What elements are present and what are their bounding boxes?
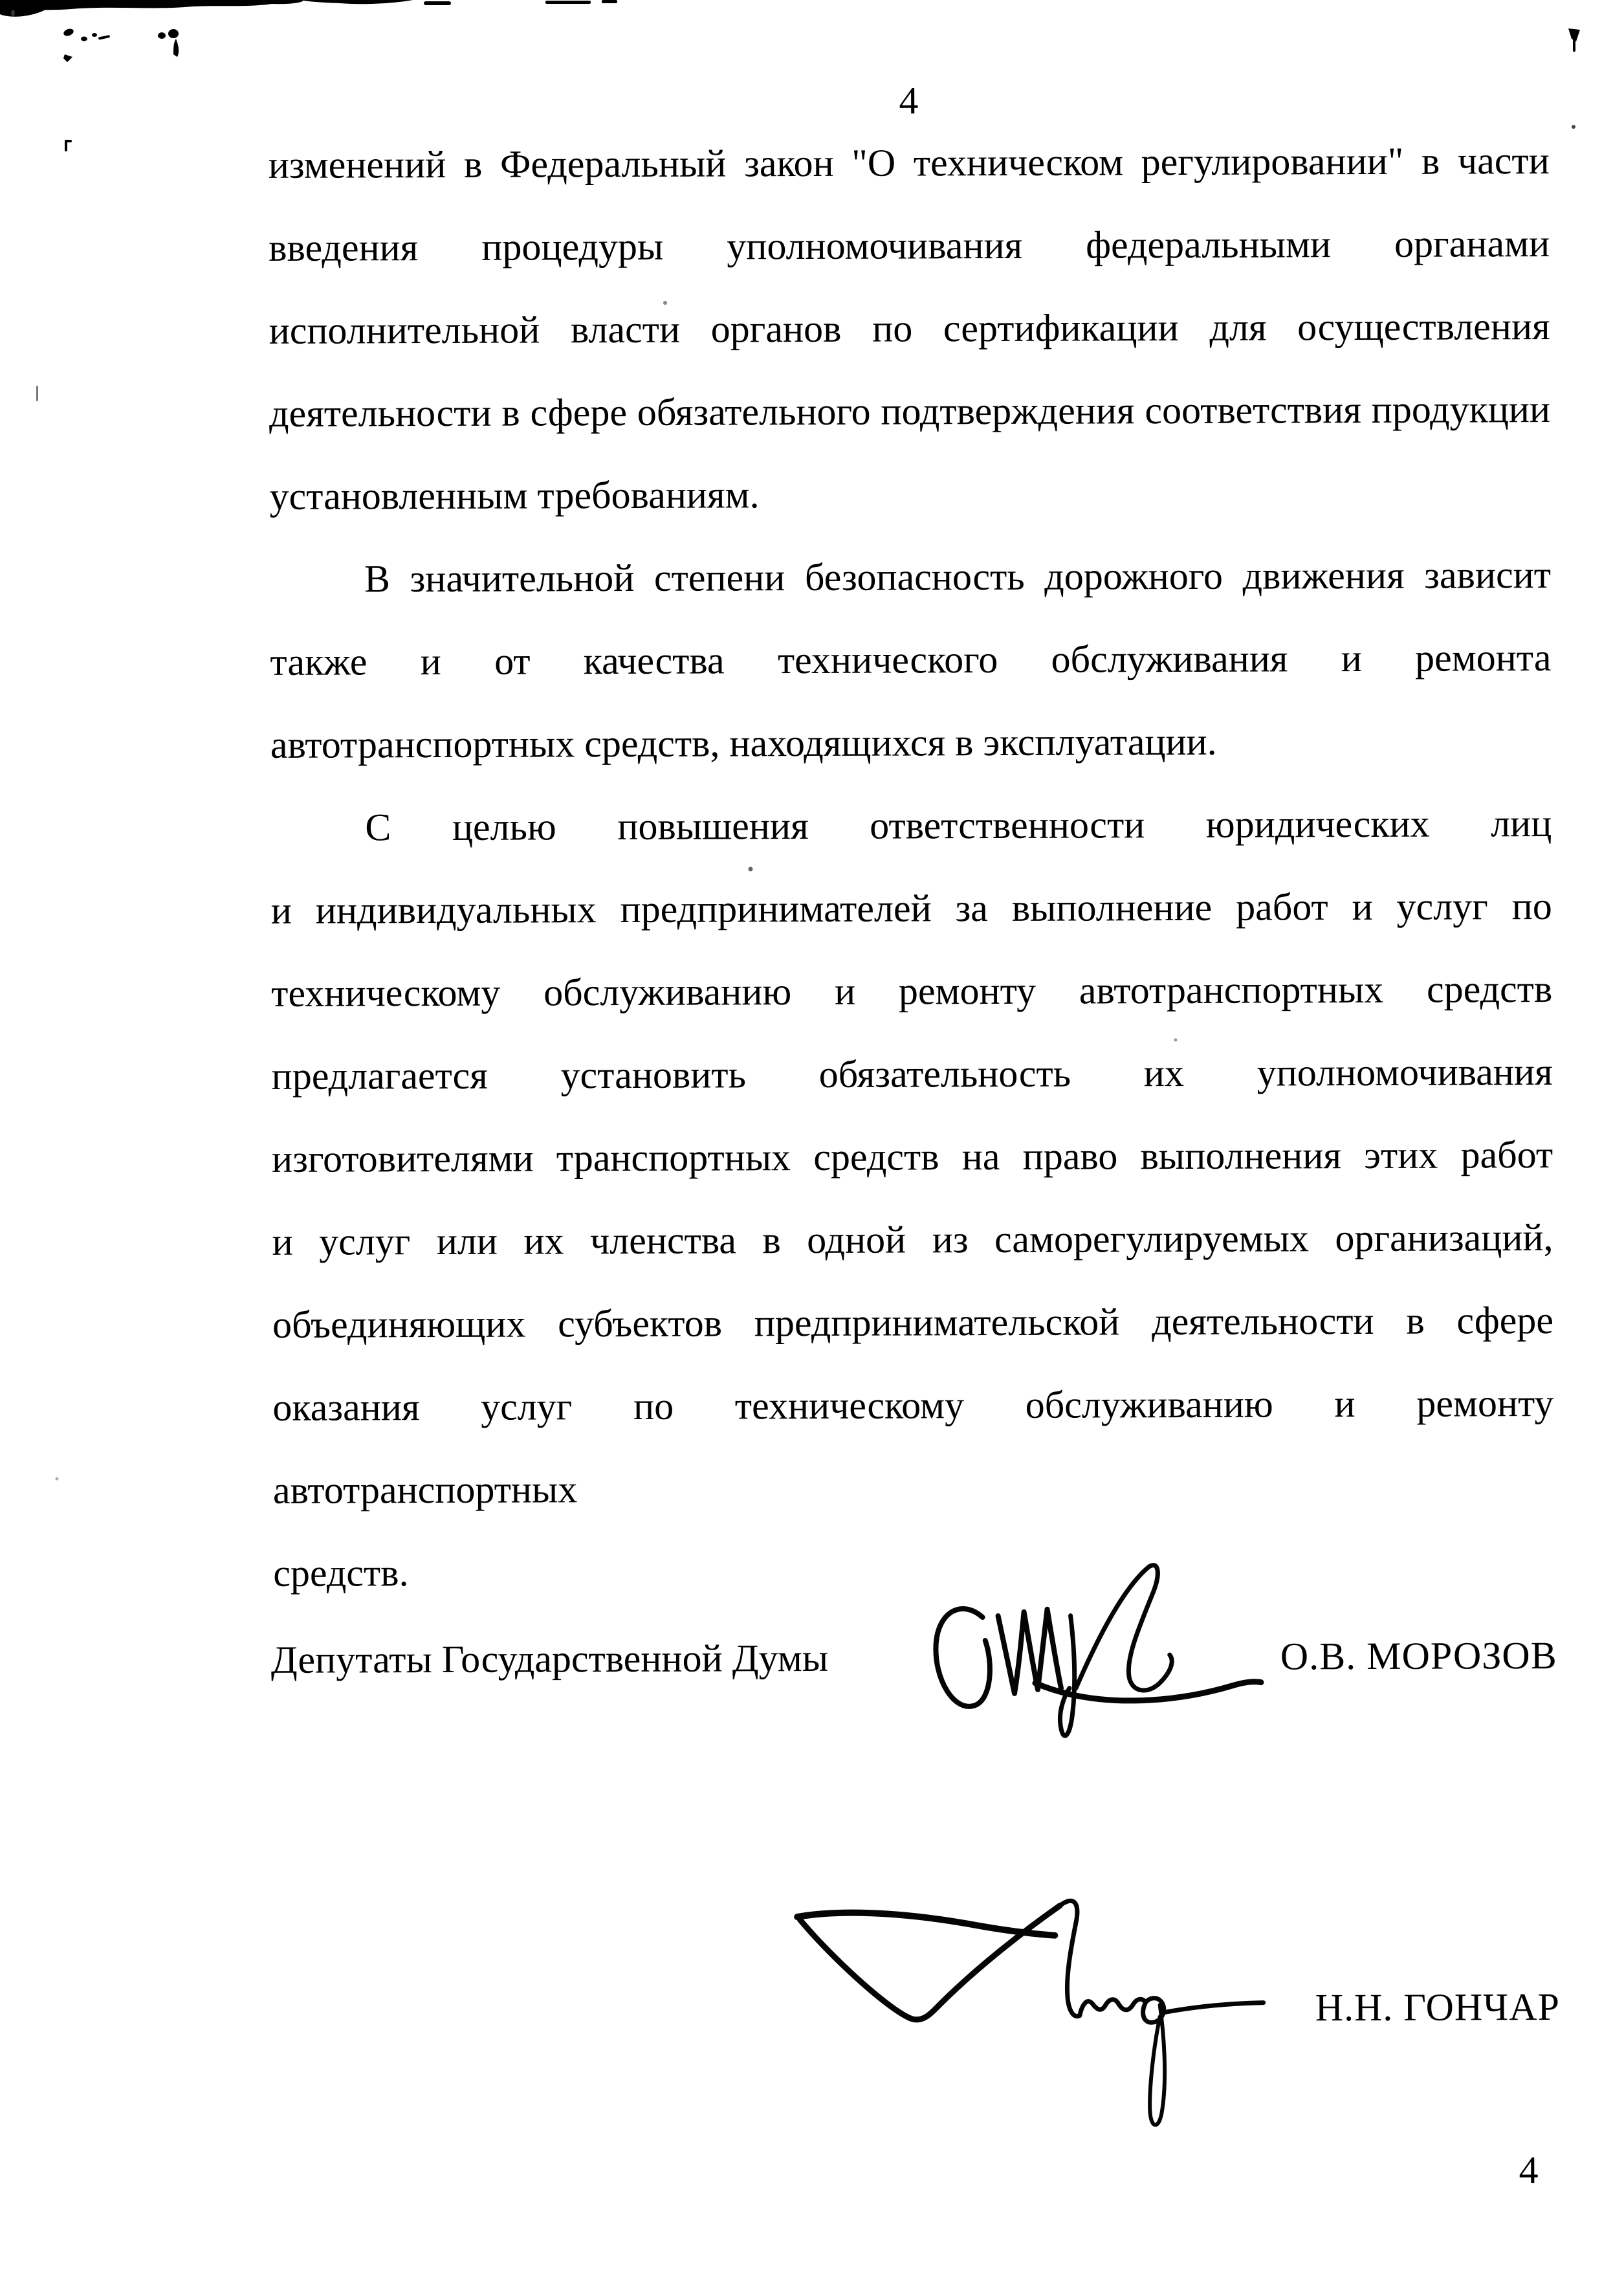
text-line: также и от качества технического обслуживания и ремонта	[270, 636, 1552, 683]
text-line: изготовителями транспортных средств на право выполнения этих работ	[271, 1133, 1553, 1180]
document-text	[269, 119, 1555, 1615]
text-line: установленным требованиям.	[269, 473, 760, 518]
gonchar-signature-icon	[797, 1900, 1264, 2126]
text-line: деятельности в сфере обязательного подтверждения соответствия продукции	[269, 388, 1551, 435]
text-line: изменений в Федеральный закон "О техническом регулировании" в части	[268, 139, 1550, 186]
signature-block-label: Депутаты Государственной Думы	[270, 1636, 829, 1681]
text-line: автотранспортных средств, находящихся в эксплуатации.	[270, 720, 1217, 766]
text-line: техническому обслуживанию и ремонту автотранспортных средств	[271, 967, 1553, 1015]
page-number-bottom: 4	[1519, 2149, 1539, 2192]
signatory-name-gonchar: Н.Н. ГОНЧАР	[1315, 1985, 1561, 2029]
text-line: объединяющих субъектов предпринимательской деятельности в сфере	[272, 1299, 1554, 1346]
text-line: оказания услуг по техническому обслуживанию и ремонту автотранспортных	[272, 1382, 1554, 1512]
text-line: средств.	[273, 1551, 409, 1595]
text-line: и услуг или их членства в одной из саморегулируемых организаций,	[272, 1216, 1553, 1263]
text-line: введения процедуры уполномочивания федеральными органами	[269, 222, 1550, 269]
text-line: В значительной степени безопасность дорожного движения зависит	[364, 553, 1552, 601]
text-line: и индивидуальных предпринимателей за выполнение работ и услуг по	[270, 885, 1552, 932]
signatory-name-morozov: О.В. МОРОЗОВ	[1280, 1633, 1557, 1678]
text-line: предлагается установить обязательность их уполномочивания	[271, 1050, 1553, 1098]
text-line: исполнительной власти органов по сертификации для осуществления	[269, 305, 1550, 352]
page-number-top: 4	[899, 79, 919, 122]
text-line: С целью повышения ответственности юридических лиц	[365, 802, 1552, 849]
